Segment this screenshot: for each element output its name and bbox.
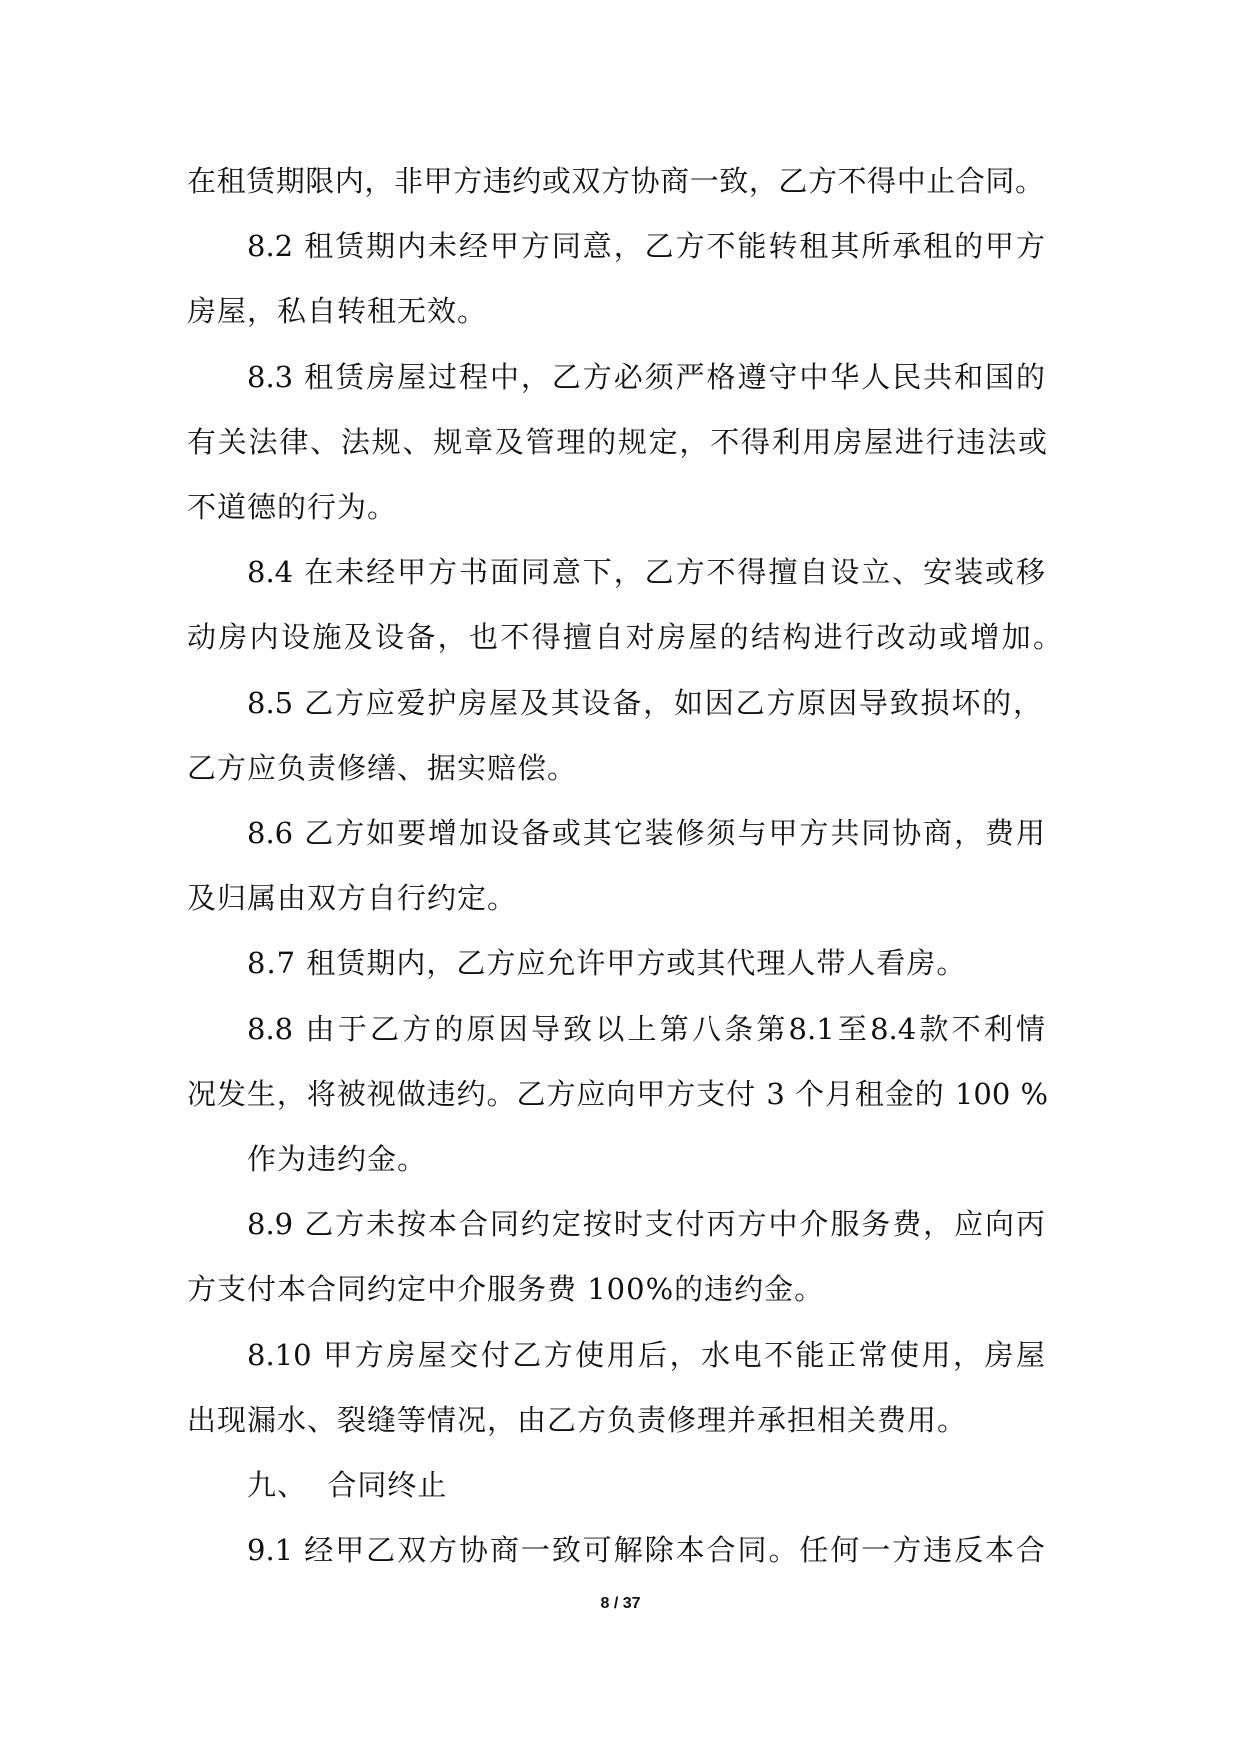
text-line: 8.10 甲方房屋交付乙方使用后，水电不能正常使用，房屋 [247,1338,1045,1372]
text-line: 不道德的行为。 [187,490,398,524]
text-line: 8.3 租赁房屋过程中，乙方必须严格遵守中华人民共和国的 [247,360,1045,394]
text-line: 作为违约金。 [247,1142,428,1176]
section-heading: 九、 合同终止 [247,1468,448,1502]
text-line: 动房内设施及设备，也不得擅自对房屋的结构进行改动或增加。 [187,620,1062,654]
text-line: 房屋，私自转租无效。 [187,294,488,328]
text-line: 8.7 租赁期内，乙方应允许甲方或其代理人带人看房。 [247,946,967,980]
text-line: 出现漏水、裂缝等情况，由乙方负责修理并承担相关费用。 [187,1403,968,1437]
text-line: 况发生，将被视做违约。乙方应向甲方支付 3 个月租金的 100 % [187,1077,1048,1111]
text-line: 方支付本合同约定中介服务费 100%的违约金。 [187,1272,825,1306]
page-number: 8 / 37 [600,1595,641,1612]
text-line: 及归属由双方自行约定。 [187,881,518,915]
text-line: 8.5 乙方应爱护房屋及其设备，如因乙方原因导致损坏的， [247,686,1042,720]
text-line: 9.1 经甲乙双方协商一致可解除本合同。任何一方违反本合 [247,1533,1045,1567]
text-line: 8.6 乙方如要增加设备或其它装修须与甲方共同协商，费用 [247,816,1045,850]
text-line: 8.2 租赁期内未经甲方同意，乙方不能转租其所承租的甲方 [247,229,1045,263]
text-line: 有关法律、法规、规章及管理的规定，不得利用房屋进行违法或 [187,425,1047,459]
text-line: 在租赁期限内，非甲方违约或双方协商一致，乙方不得中止合同。 [187,164,1044,198]
text-line: 8.9 乙方未按本合同约定按时支付丙方中介服务费，应向丙 [247,1207,1045,1241]
text-line: 乙方应负责修缮、据实赔偿。 [187,751,578,785]
text-line: 8.4 在未经甲方书面同意下，乙方不得擅自设立、安装或移 [247,555,1045,589]
text-line: 8.8 由于乙方的原因导致以上第八条第8.1至8.4款不利情 [247,1012,1045,1046]
